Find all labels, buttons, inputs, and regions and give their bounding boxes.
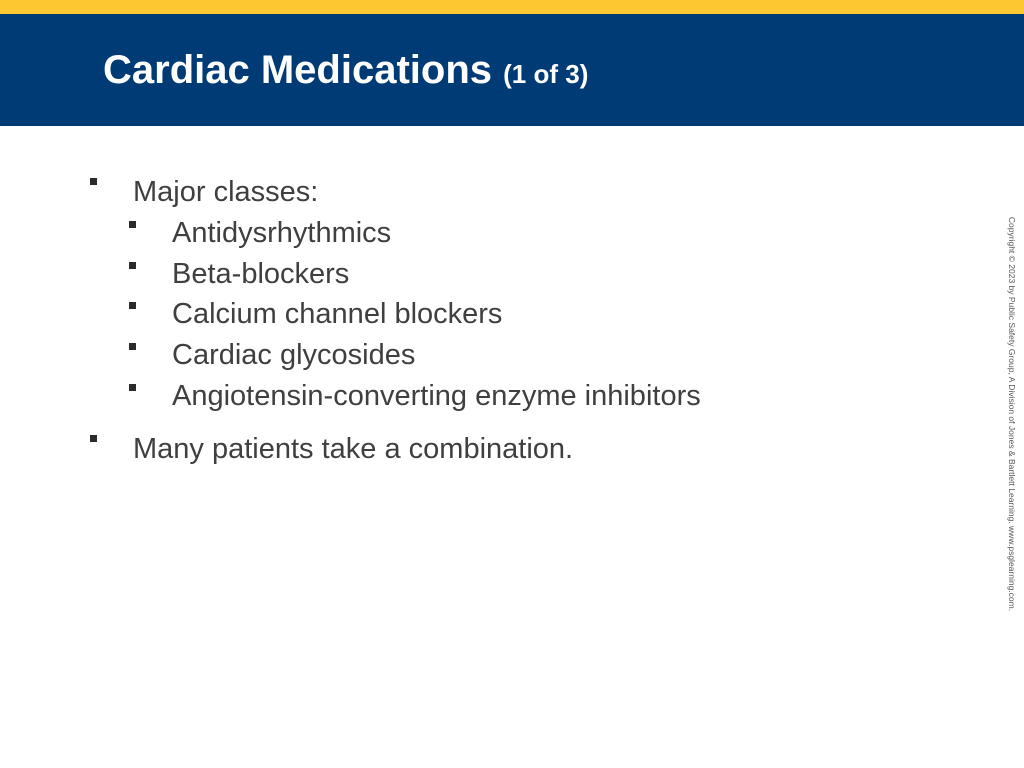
sub-bullet-text: Antidysrhythmics <box>172 217 392 249</box>
slide-title-suffix: (1 of 3) <box>503 59 589 89</box>
square-bullet-icon <box>90 435 97 442</box>
sub-bullet-text: Beta-blockers <box>172 258 350 290</box>
square-bullet-icon <box>129 384 136 391</box>
copyright-notice: Copyright © 2023 by Public Safety Group, A Division of Jones & Bartlett Learning. www.psglearning.com. <box>1007 216 1017 612</box>
sub-bullet-text: Calcium channel blockers <box>172 298 503 330</box>
square-bullet-icon <box>129 343 136 350</box>
sub-bullet-text: Cardiac glycosides <box>172 339 416 371</box>
sub-bullet-text: Angiotensin-converting enzyme inhibitors <box>172 380 701 412</box>
square-bullet-icon <box>129 262 136 269</box>
square-bullet-icon <box>90 178 97 185</box>
bullet-text: Major classes: <box>133 176 319 208</box>
square-bullet-icon <box>129 302 136 309</box>
square-bullet-icon <box>129 221 136 228</box>
slide-title-text: Cardiac Medications <box>103 48 493 92</box>
bullet-text: Many patients take a combination. <box>133 433 574 465</box>
